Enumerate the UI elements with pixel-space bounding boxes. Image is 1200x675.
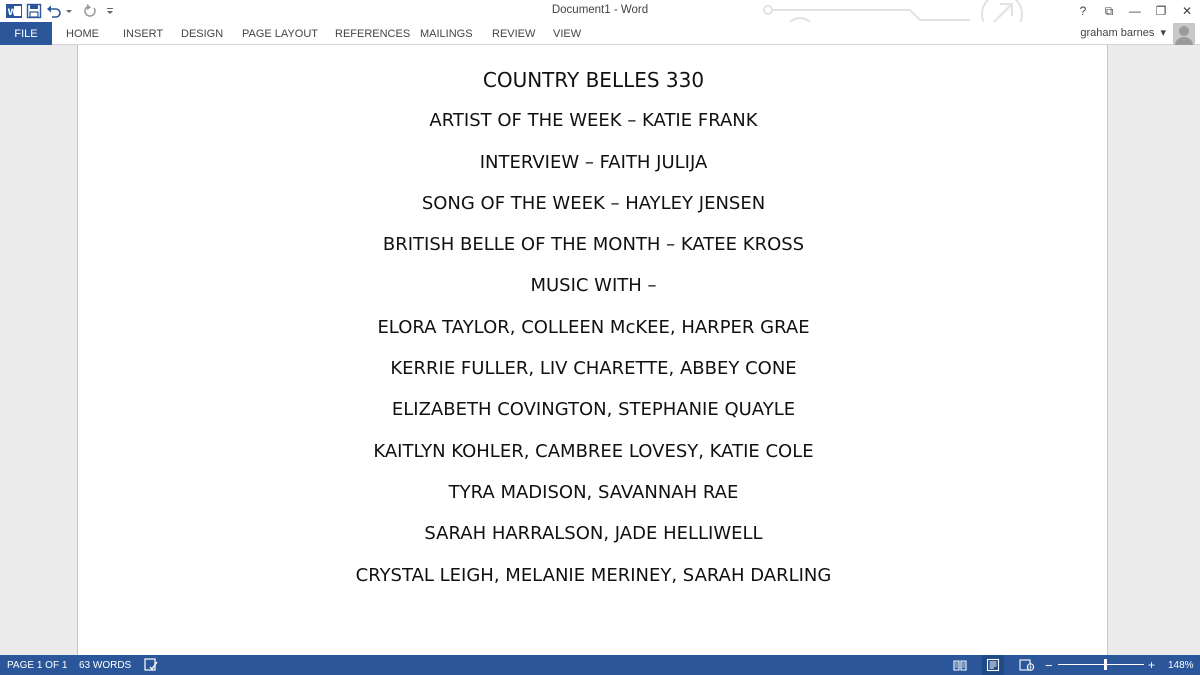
document-line: CRYSTAL LEIGH, MELANIE MERINEY, SARAH DARLING bbox=[355, 564, 832, 586]
user-account[interactable] bbox=[1080, 26, 1166, 39]
document-line: TYRA MADISON, SAVANNAH RAE bbox=[448, 481, 739, 503]
document-canvas[interactable] bbox=[0, 45, 1200, 655]
title-bar bbox=[0, 0, 1200, 22]
document-line: ELORA TAYLOR, COLLEEN McKEE, HARPER GRAE bbox=[377, 316, 810, 338]
minimize-icon[interactable]: — bbox=[1129, 4, 1141, 18]
document-line: MUSIC WITH – bbox=[530, 275, 657, 297]
tab-page-layout[interactable]: PAGE LAYOUT bbox=[242, 27, 319, 40]
restore-icon[interactable]: ❐ bbox=[1155, 4, 1167, 18]
read-mode-icon[interactable] bbox=[953, 655, 967, 675]
tab-view[interactable]: VIEW bbox=[553, 27, 582, 40]
zoom-out-button[interactable]: − bbox=[1045, 657, 1053, 673]
document-heading: COUNTRY BELLES 330 bbox=[482, 68, 705, 92]
tab-insert[interactable]: INSERT bbox=[123, 27, 164, 40]
help-icon[interactable]: ? bbox=[1079, 4, 1087, 18]
avatar[interactable] bbox=[1173, 23, 1195, 45]
chevron-down-icon: ▾ bbox=[1160, 27, 1166, 39]
tab-design[interactable]: DESIGN bbox=[181, 27, 224, 40]
document-line: ELIZABETH COVINGTON, STEPHANIE QUAYLE bbox=[391, 399, 796, 421]
word-count-status[interactable]: 63 WORDS bbox=[79, 659, 132, 671]
document-line: ARTIST OF THE WEEK – KATIE FRANK bbox=[429, 110, 758, 132]
ribbon-display-options-icon[interactable]: ⧉ bbox=[1104, 3, 1114, 18]
close-icon[interactable]: ✕ bbox=[1181, 4, 1193, 18]
page-count-status[interactable]: PAGE 1 OF 1 bbox=[7, 659, 68, 671]
document-line: KAITLYN KOHLER, CAMBREE LOVESY, KATIE COLE bbox=[373, 440, 814, 462]
document-line: SARAH HARRALSON, JADE HELLIWELL bbox=[424, 523, 763, 545]
document-page[interactable] bbox=[77, 45, 1108, 655]
zoom-in-button[interactable]: + bbox=[1148, 658, 1156, 672]
window-controls bbox=[1070, 0, 1200, 22]
web-layout-icon[interactable] bbox=[1019, 655, 1035, 675]
document-body[interactable] bbox=[78, 64, 1109, 601]
svg-text:W: W bbox=[7, 8, 18, 18]
zoom-slider-thumb[interactable] bbox=[1104, 659, 1107, 670]
document-line: SONG OF THE WEEK – HAYLEY JENSEN bbox=[421, 192, 766, 214]
tab-home[interactable]: HOME bbox=[66, 27, 99, 40]
tab-review[interactable]: REVIEW bbox=[492, 27, 536, 40]
tab-references[interactable]: REFERENCES bbox=[335, 27, 411, 40]
tab-file[interactable]: FILE bbox=[0, 22, 52, 45]
zoom-slider[interactable] bbox=[1058, 664, 1144, 665]
proofing-icon[interactable] bbox=[144, 655, 158, 675]
document-line: BRITISH BELLE OF THE MONTH – KATEE KROSS bbox=[382, 234, 805, 256]
print-layout-icon[interactable] bbox=[982, 655, 1004, 675]
document-line: KERRIE FULLER, LIV CHARETTE, ABBEY CONE bbox=[390, 358, 797, 380]
user-name: graham barnes bbox=[1080, 27, 1155, 39]
ribbon-tabs bbox=[0, 22, 1200, 45]
zoom-level[interactable]: 148% bbox=[1168, 659, 1194, 671]
document-title: Document1 - Word bbox=[551, 4, 649, 16]
status-bar bbox=[0, 655, 1200, 675]
document-line: INTERVIEW – FAITH JULIJA bbox=[479, 151, 708, 173]
tab-mailings[interactable]: MAILINGS bbox=[420, 27, 473, 40]
